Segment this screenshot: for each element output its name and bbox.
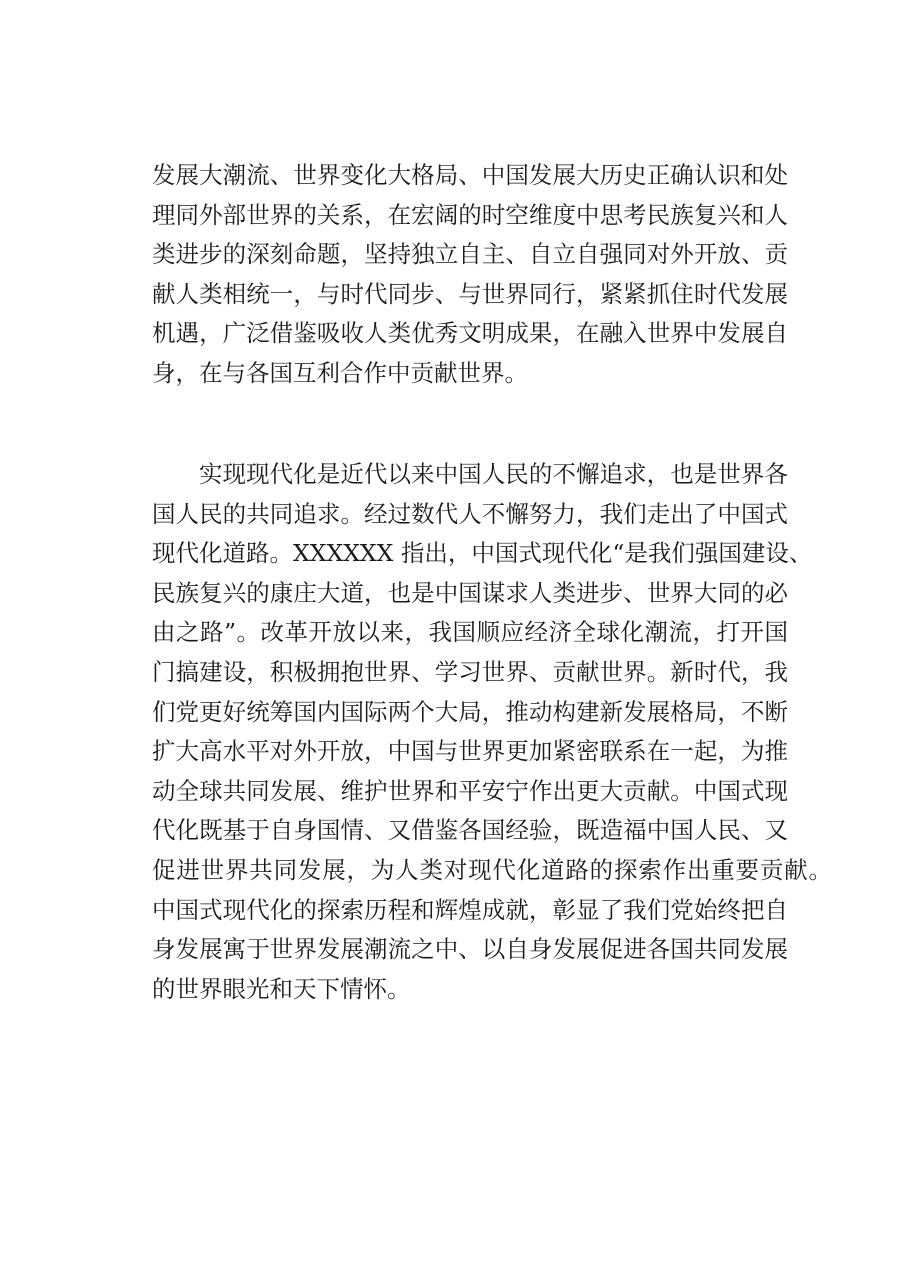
paragraph-2 (152, 455, 852, 1009)
paragraph-line: 民族复兴的康庄大道，也是中国谋求人类进步、世界大同的必 (152, 578, 788, 607)
paragraph-line: 身发展寓于世界发展潮流之中、以自身发展促进各国共同发展 (152, 935, 788, 964)
paragraph-line: 现代化道路。XXXXXX 指出，中国式现代化“是我们强国建设、 (152, 539, 813, 568)
paragraph-line: 理同外部世界的关系，在宏阔的时空维度中思考民族复兴和人 (152, 200, 788, 229)
paragraph-line: 国人民的共同追求。经过数代人不懈努力，我们走出了中国式 (152, 499, 788, 528)
paragraph-line: 身，在与各国互利合作中贡献世界。 (152, 358, 528, 387)
paragraph-line: 代化既基于自身国情、又借鉴各国经验，既造福中国人民、又 (152, 816, 788, 845)
paragraph-line: 动全球共同发展、维护世界和平安宁作出更大贡献。中国式现 (152, 776, 788, 805)
paragraph-1 (152, 156, 852, 394)
paragraph-line: 的世界眼光和天下情怀。 (152, 974, 411, 1003)
paragraph-line: 们党更好统筹国内国际两个大局，推动构建新发展格局，不断 (152, 697, 788, 726)
paragraph-line: 由之路”。改革开放以来，我国顺应经济全球化潮流，打开国 (152, 618, 788, 647)
paragraph-line: 类进步的深刻命题，坚持独立自主、自立自强同对外开放、贡 (152, 240, 788, 269)
paragraph-line: 中国式现代化的探索历程和辉煌成就，彰显了我们党始终把自 (152, 895, 788, 924)
paragraph-line: 门搞建设，积极拥抱世界、学习世界、贡献世界。新时代，我 (152, 657, 788, 686)
paragraph-line: 扩大高水平对外开放，中国与世界更加紧密联系在一起，为推 (152, 737, 788, 766)
paragraph-line: 机遇，广泛借鉴吸收人类优秀文明成果，在融入世界中发展自 (152, 319, 788, 348)
paragraph-line: 实现现代化是近代以来中国人民的不懈追求，也是世界各 (199, 460, 788, 488)
paragraph-line: 发展大潮流、世界变化大格局、中国发展大历史正确认识和处 (152, 161, 788, 189)
paragraph-line: 促进世界共同发展，为人类对现代化道路的探索作出重要贡献。 (152, 855, 832, 884)
paragraph-line: 献人类相统一，与时代同步、与世界同行，紧紧抓住时代发展 (152, 279, 788, 308)
